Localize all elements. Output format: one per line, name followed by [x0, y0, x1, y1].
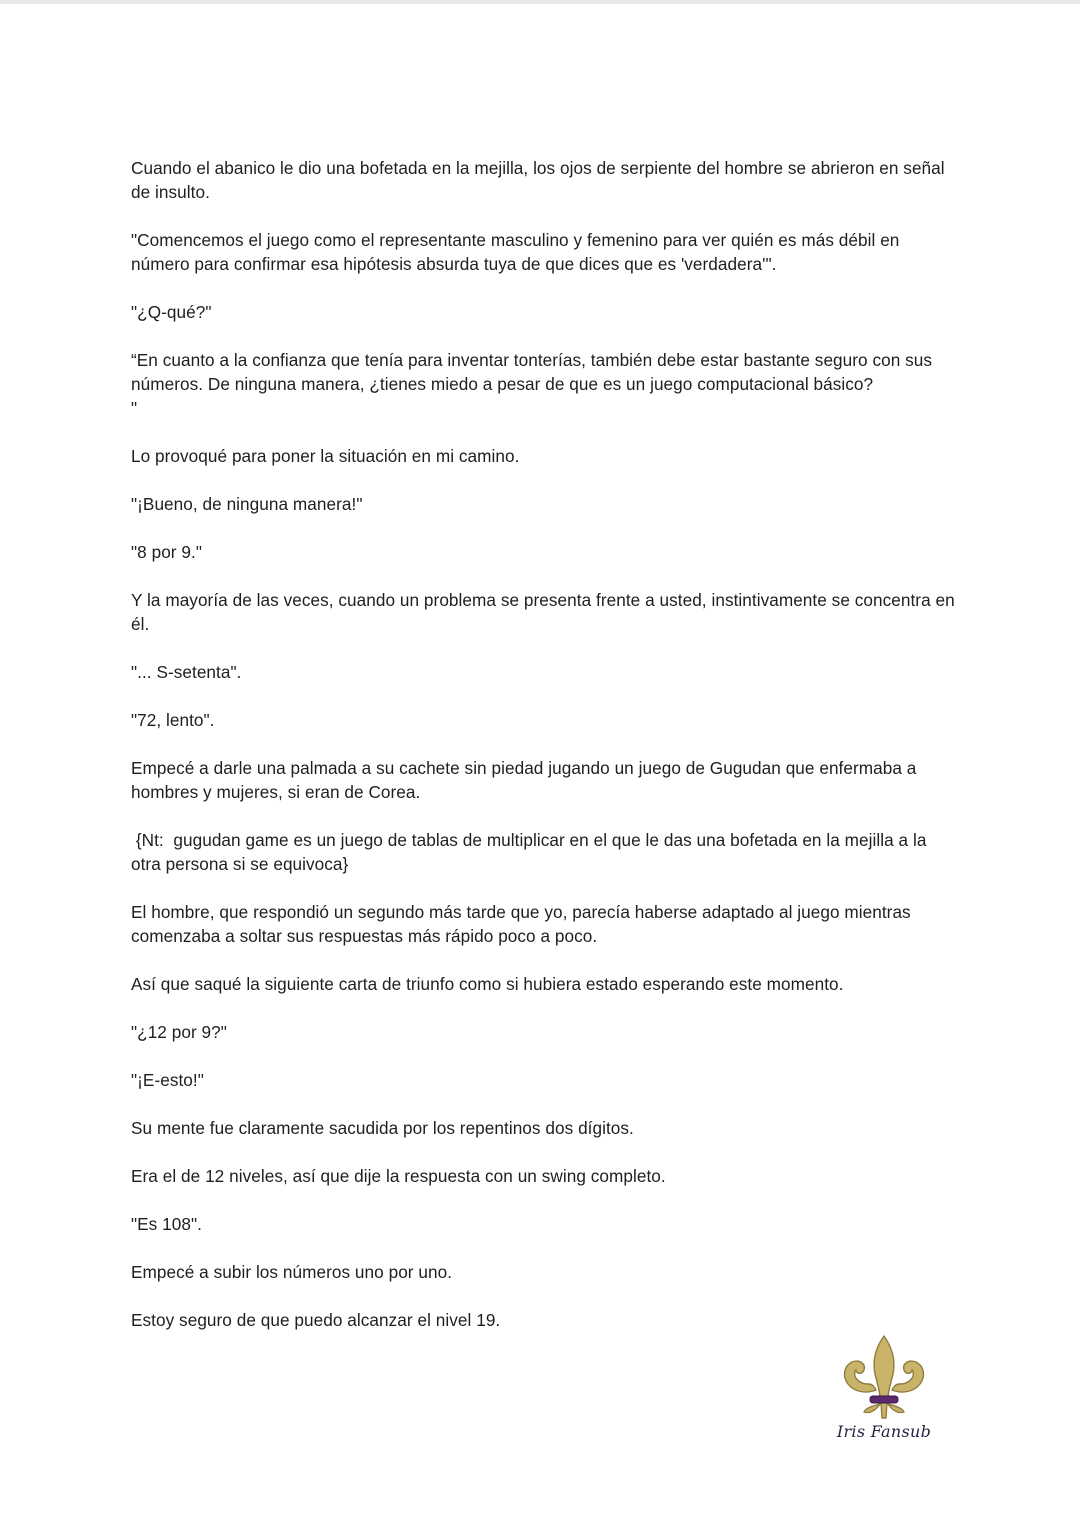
paragraph: Era el de 12 niveles, así que dije la respuesta con un swing completo.	[131, 1166, 666, 1186]
paragraph: "... S-setenta".	[131, 662, 242, 682]
paragraph: "8 por 9."	[131, 542, 202, 562]
paragraph: Así que saqué la siguiente carta de triunfo como si hubiera estado esperando este momento.	[131, 974, 844, 994]
fleur-de-lis-icon	[836, 1332, 932, 1422]
paragraph: Lo provoqué para poner la situación en mi camino.	[131, 446, 520, 466]
paragraph: Empecé a subir los números uno por uno.	[131, 1262, 453, 1282]
paragraph: "¿12 por 9?"	[131, 1022, 227, 1042]
document-body	[131, 156, 960, 1356]
iris-fansub-watermark	[832, 1332, 936, 1452]
paragraph: Cuando el abanico le dio una bofetada en la mejilla, los ojos de serpiente del hombre se abrieron en señal de insulto.	[131, 158, 950, 202]
translator-note: {Nt: gugudan game es un juego de tablas de multiplicar en el que le das una bofetada en la mejilla a la otra persona si se equivoca}	[131, 830, 932, 874]
paragraph: Empecé a darle una palmada a su cachete sin piedad jugando un juego de Gugudan que enfermaba a hombres y mujeres, si eran de Corea.	[131, 758, 922, 802]
paragraph: El hombre, que respondió un segundo más tarde que yo, parecía haberse adaptado al juego mientras comenzaba a soltar sus respuestas más rápido poco a poco.	[131, 902, 916, 946]
watermark-text: Iris Fansub	[836, 1422, 932, 1441]
paragraph: "72, lento".	[131, 710, 215, 730]
paragraph: “En cuanto a la confianza que tenía para inventar tonterías, también debe estar bastante seguro con sus números. De ninguna manera, ¿tienes miedo a pesar de que es un juego computacional básico? "	[131, 350, 933, 418]
top-edge-strip	[0, 0, 1080, 4]
paragraph: Estoy seguro de que puedo alcanzar el nivel 19.	[131, 1310, 501, 1330]
paragraph: "Comencemos el juego como el representante masculino y femenino para ver quién es más débil en número para confirmar esa hipótesis absurda tuya de que dices que es 'verdadera'".	[131, 230, 905, 274]
paragraph: "Es 108".	[131, 1214, 202, 1234]
paragraph: Y la mayoría de las veces, cuando un problema se presenta frente a usted, instintivamente se concentra en él.	[131, 590, 960, 634]
paragraph: "¡E-esto!"	[131, 1070, 204, 1090]
paragraph: "¿Q-qué?"	[131, 302, 212, 322]
paragraph: Su mente fue claramente sacudida por los repentinos dos dígitos.	[131, 1118, 634, 1138]
paragraph: "¡Bueno, de ninguna manera!"	[131, 494, 363, 514]
